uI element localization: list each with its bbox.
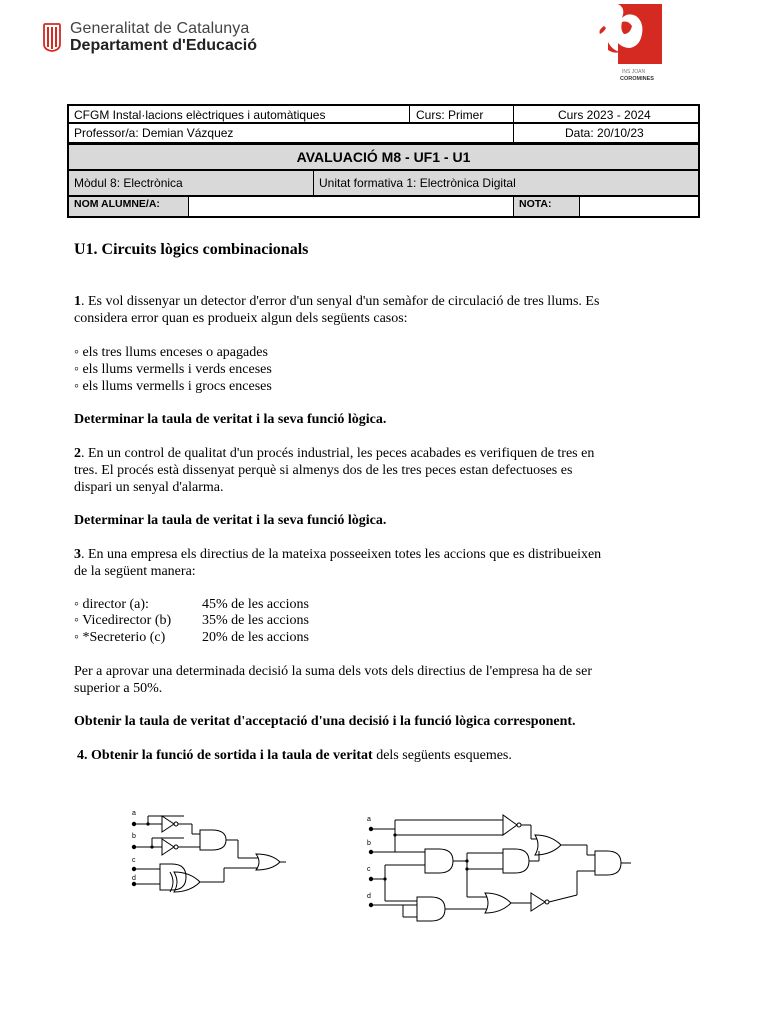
question-1-text: [74, 293, 674, 310]
org-name: Generalitat de Catalunya: [70, 20, 250, 37]
question-3-rule-line1: Per a aprovar una determinada decisió la suma dels vots dels directius de l'empresa ha de ser: [74, 664, 593, 679]
teacher-name: Professor/a: Demian Vázquez: [69, 124, 514, 142]
question-1-task: Determinar la taula de veritat i la seva funció lògica.: [74, 412, 387, 427]
input-label: d: [367, 893, 371, 900]
generalitat-logo-icon: [42, 22, 62, 52]
input-label: a: [367, 816, 371, 823]
question-1-text-line2: considera error quan es produeix algun dels següents casos:: [74, 311, 408, 326]
question-number: 1: [74, 294, 81, 309]
input-label: a: [132, 810, 136, 817]
question-text-line: . En una empresa els directius de la mateixa posseeixen totes les accions que es distribueixen: [81, 547, 602, 562]
question-3-text-line2: de la següent manera:: [74, 564, 196, 579]
question-number: 3: [74, 547, 81, 562]
grade-field[interactable]: [580, 197, 698, 216]
question-4-text: [77, 747, 677, 764]
student-name-field[interactable]: [189, 197, 514, 216]
unit-name: Unitat formativa 1: Electrònica Digital: [319, 176, 516, 190]
input-label: b: [132, 833, 136, 840]
shareholder-role: ◦ director (a):: [74, 597, 149, 612]
shareholder-role: ◦ *Secreterio (c): [74, 630, 166, 645]
course-name: CFGM Instal·lacions elèctriques i automàtiques: [69, 106, 410, 122]
question-text-rest: dels següents esquemes.: [372, 748, 512, 763]
question-text-line: . En un control de qualitat d'un procés industrial, les peces acabades es verifiquen de tres en: [81, 446, 595, 461]
shareholder-role: ◦ Vicedirector (b): [74, 613, 172, 628]
exam-date: Data: 20/10/23: [565, 126, 644, 140]
school-logo-icon: [596, 4, 662, 84]
school-year: Curs 2023 - 2024: [558, 108, 651, 122]
question-number: 2: [74, 446, 81, 461]
question-2-text-line3: dispari un senyal d'alarma.: [74, 480, 224, 495]
question-text-line: . Es vol dissenyar un detector d'error d'un senyal d'un semàfor de circulació de tres llums. Es: [81, 294, 600, 309]
section-heading: U1. Circuits lògics combinacionals: [74, 241, 309, 258]
list-item: ◦ els llums vermells i grocs enceses: [74, 379, 272, 394]
question-3-rule-line2: superior a 50%.: [74, 681, 163, 696]
department-name: Departament d'Educació: [70, 37, 257, 54]
shareholder-share: 20% de les accions: [202, 630, 309, 645]
input-label: c: [367, 866, 371, 873]
course-level: Curs: Primer: [410, 106, 514, 122]
exam-title: AVALUACIÓ M8 - UF1 - U1: [296, 149, 471, 165]
list-item: ◦ els tres llums enceses o apagades: [74, 345, 268, 360]
question-3-text: [74, 546, 674, 563]
school-logo-text: COROMINES: [620, 76, 654, 82]
shareholder-share: 35% de les accions: [202, 613, 309, 628]
list-item: ◦ els llums vermells i verds enceses: [74, 362, 272, 377]
student-name-label: NOM ALUMNE/A:: [69, 197, 189, 216]
input-label: b: [367, 840, 371, 847]
question-task-bold: . Obtenir la funció de sortida i la taula de veritat: [84, 748, 373, 763]
logic-circuit-2: [355, 805, 645, 925]
logic-circuit-1: [120, 800, 300, 910]
question-2-text-line2: tres. El procés està dissenyat perquè si almenys dos de les tres peces estan defectuoses es: [74, 463, 573, 478]
shareholder-share: 45% de les accions: [202, 597, 309, 612]
question-3-task: Obtenir la taula de veritat d'acceptació d'una decisió i la funció lògica corresponent.: [74, 714, 576, 729]
module-name: Mòdul 8: Electrònica: [69, 171, 314, 195]
question-2-text: [74, 445, 674, 462]
question-number: 4: [77, 748, 84, 763]
info-table: [67, 104, 700, 218]
school-logo-text: INS JOAN: [622, 69, 646, 75]
question-2-task: Determinar la taula de veritat i la seva funció lògica.: [74, 513, 387, 528]
grade-label: NOTA:: [514, 197, 580, 216]
input-label: d: [132, 875, 136, 882]
input-label: c: [132, 857, 136, 864]
